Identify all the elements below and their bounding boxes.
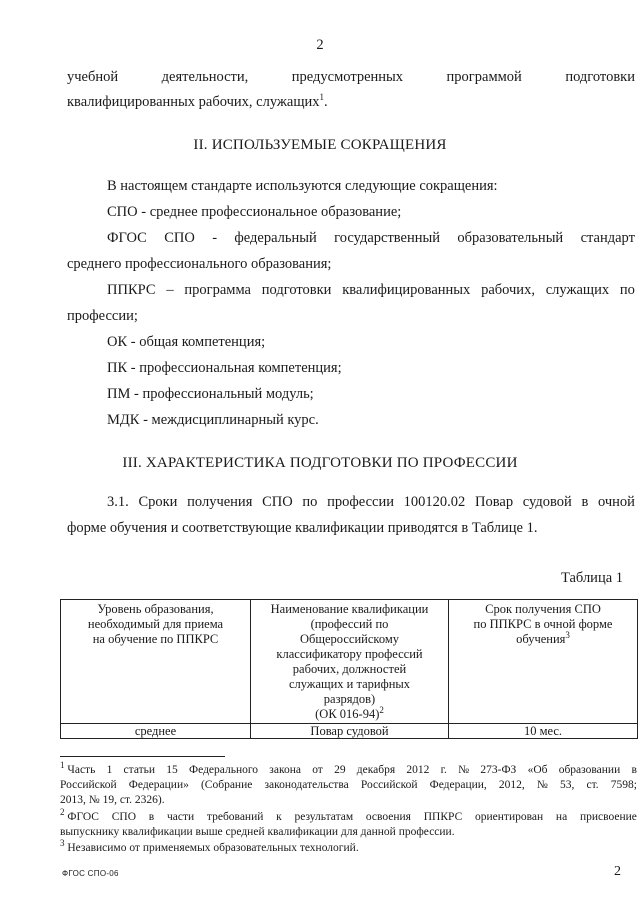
footnote-3-mark: 3: [60, 838, 65, 849]
word: рабочих,: [481, 282, 535, 298]
word: СПО: [262, 494, 293, 510]
word: очной: [598, 494, 635, 510]
table-cell-qualification: Повар судовой: [251, 724, 449, 739]
word: №: [536, 779, 548, 791]
abbr-pm: ПМ - профессиональный модуль;: [107, 386, 314, 402]
word: СПО: [111, 811, 136, 823]
table-header-term: Срок получения СПО по ППКРС в очной форме обучения$^3$: [449, 600, 638, 724]
footnote-2: [60, 807, 637, 840]
word: 29: [334, 764, 346, 776]
word: №: [458, 764, 470, 776]
footnote-3-text: Независимо от применяемых образовательных технологий.: [67, 842, 359, 854]
word: на: [555, 811, 568, 823]
word: квалифицированных: [342, 282, 471, 298]
word: освоения: [365, 811, 411, 823]
word: образовании: [558, 764, 621, 776]
word: стандарт: [580, 230, 635, 246]
table-row: [61, 724, 638, 739]
word: статьи: [123, 764, 156, 776]
footnote-3-line: [60, 838, 637, 856]
word: 15: [166, 764, 178, 776]
word: законодательства: [264, 779, 349, 791]
word: к: [276, 811, 282, 823]
word: Федерации»: [128, 779, 189, 791]
word: части: [166, 811, 195, 823]
word: профессии: [327, 494, 394, 510]
word: 7598;: [610, 779, 637, 791]
word: присвоение: [579, 811, 637, 823]
word: программа: [184, 282, 251, 298]
word: получения: [187, 494, 253, 510]
word: судовой: [522, 494, 572, 510]
word: от: [312, 764, 323, 776]
abbr-fgos-line-1: [107, 229, 635, 247]
word: г.: [440, 764, 447, 776]
section-2-heading: II. ИСПОЛЬЗУЕМЫЕ СОКРАЩЕНИЯ: [193, 137, 447, 153]
footnote-3: [60, 838, 637, 856]
word: декабря: [356, 764, 396, 776]
word: учебной: [67, 69, 119, 85]
word: Российской: [60, 779, 117, 791]
word: 2012,: [498, 779, 525, 791]
word: 53,: [560, 779, 575, 791]
qualification-table: [60, 599, 638, 739]
word: служащих: [545, 282, 610, 298]
word: 2012: [406, 764, 430, 776]
footnote-1-line-3: 2013, № 19, ст. 2326).: [60, 794, 165, 806]
intro-line-1: [67, 68, 635, 86]
word: в: [581, 494, 589, 510]
footnote-2-line-1: [60, 807, 637, 825]
table-caption: Таблица 1: [561, 570, 624, 586]
word: Федерации,: [429, 779, 487, 791]
word: требований: [206, 811, 264, 823]
abbr-ppkrs-line-2: профессии;: [67, 308, 138, 324]
word: Сроки: [138, 494, 178, 510]
word: «Об: [527, 764, 548, 776]
word: по: [619, 282, 635, 298]
word: ФГОС: [107, 230, 147, 246]
word: 3.1.: [107, 494, 129, 510]
abbr-pk: ПК - профессиональная компетенция;: [107, 360, 342, 376]
table-header-qualification: Наименование квалификации (профессий по Общероссийскому классификатору профессий рабочих, должностей служащих и тарифных разрядов) (ОК 016-94)$^2$: [251, 600, 449, 724]
section-3-heading: III. ХАРАКТЕРИСТИКА ПОДГОТОВКИ ПО ПРОФЕССИИ: [122, 455, 518, 471]
abbr-lead: В настоящем стандарте используются следующие сокращения:: [107, 178, 498, 194]
abbr-ok: ОК - общая компетенция;: [107, 334, 266, 350]
footnote-separator: [60, 756, 225, 757]
word: подготовки: [565, 69, 635, 85]
table-cell-term: 10 мес.: [449, 724, 638, 739]
word: -: [212, 230, 218, 246]
word: подготовки: [261, 282, 332, 298]
word: Повар: [475, 494, 514, 510]
word: ориентирован: [475, 811, 544, 823]
word: в: [631, 764, 637, 776]
word: Федерального: [189, 764, 259, 776]
word: СПО: [164, 230, 195, 246]
abbr-spo: СПО - среднее профессиональное образование;: [107, 204, 402, 220]
footnote-2-line-2: выпускнику квалификации выше средней квалификации для данной профессии.: [60, 826, 455, 838]
word: $^2$ ФГОС: [60, 807, 99, 823]
word: 273-ФЗ: [480, 764, 517, 776]
word: ППКРС: [107, 282, 156, 298]
footnote-1-line-2: [60, 778, 637, 793]
section-3-para-line-2: форме обучения и соответствующие квалификации приводятся в Таблице 1.: [67, 520, 538, 536]
word: (Собрание: [200, 779, 253, 791]
word: ст.: [586, 779, 599, 791]
section-3-para-line-1: [107, 493, 635, 511]
word: предусмотренных: [291, 69, 404, 85]
word: закона: [269, 764, 301, 776]
table-cell-level: среднее: [61, 724, 251, 739]
footnote-1-line-1: [60, 760, 637, 778]
word: ППКРС: [423, 811, 463, 823]
abbr-ppkrs-line-1: [107, 281, 635, 299]
word: деятельности,: [161, 69, 249, 85]
word: 1: [106, 764, 113, 776]
word: результатам: [294, 811, 354, 823]
word: образовательный: [457, 230, 564, 246]
word: по: [302, 494, 318, 510]
intro-line-2: квалифицированных рабочих, служащих$^1$.: [67, 92, 328, 110]
table-header-row: [61, 600, 638, 724]
footnote-1: [60, 760, 637, 808]
word: Российской: [360, 779, 418, 791]
word: $^1$ Часть: [60, 760, 96, 776]
abbr-fgos-line-2: среднего профессионального образования;: [67, 256, 332, 272]
word: 100120.02: [403, 494, 466, 510]
footer-standard-code: ФГОС СПО-06: [62, 869, 119, 878]
footer-page-number: 2: [614, 864, 621, 879]
word: в: [148, 811, 155, 823]
abbr-mdk: МДК - междисциплинарный курс.: [107, 412, 319, 428]
word: федеральный: [234, 230, 317, 246]
table-header-education-level: Уровень образования, необходимый для приема на обучение по ППКРС: [61, 600, 251, 724]
word: программой: [446, 69, 522, 85]
word: государственный: [334, 230, 441, 246]
word: –: [166, 282, 174, 298]
page-number-top: 2: [316, 37, 324, 53]
